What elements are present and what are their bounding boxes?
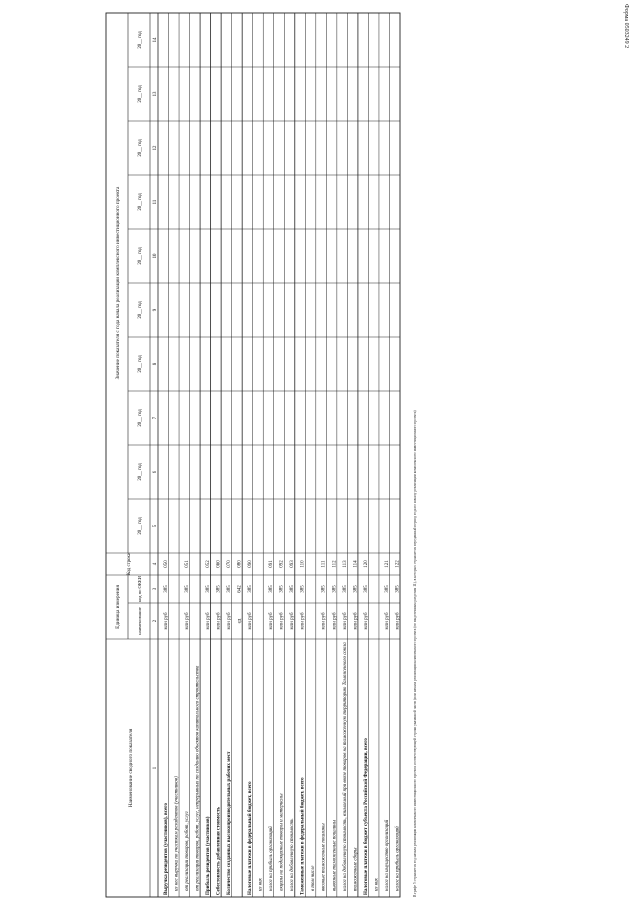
header-row-code: Код строки	[127, 552, 132, 576]
column-number: 5	[153, 524, 158, 528]
header-indicator-name: Наименование сводного показателя	[128, 728, 134, 808]
row-code: 050	[163, 560, 169, 568]
header-year-label: 20__ год	[138, 139, 143, 157]
form-code: Форма 0503249 2	[623, 4, 629, 49]
row-okei: 385	[300, 585, 306, 593]
column-number: 11	[153, 199, 158, 205]
column-number: 3	[153, 587, 158, 591]
row-label: Таможенные платежи в федеральный бюджет, всего	[300, 777, 306, 895]
row-code: 060	[216, 560, 222, 568]
row-code: 091	[269, 560, 275, 568]
column-number: 14	[153, 37, 158, 43]
row-okei: 385	[279, 585, 285, 593]
row-unit: млн руб	[248, 612, 254, 630]
row-code: 111	[321, 560, 327, 568]
header-year-label: 20__ год	[138, 85, 143, 103]
column-number: 2	[153, 619, 158, 623]
row-label: вывозные таможенные пошлины	[332, 819, 338, 891]
row-label: ввозные таможенные пошлины	[321, 823, 327, 891]
column-number: 10	[153, 253, 158, 259]
header-year-label: 20__ год	[138, 517, 143, 535]
row-unit: млн руб	[363, 612, 369, 630]
row-code: 113	[342, 560, 348, 568]
header-year-label: 20__ год	[138, 463, 143, 481]
row-code: 121	[384, 560, 390, 568]
row-okei: 385	[216, 585, 222, 593]
row-okei: 385	[248, 585, 254, 593]
header-year-label: 20__ год	[138, 355, 143, 373]
row-code: 120	[363, 560, 369, 568]
row-okei: 385	[395, 585, 401, 593]
column-number: 6	[153, 470, 158, 474]
row-okei: 385	[384, 585, 390, 593]
row-code: 051	[184, 560, 190, 568]
row-unit: млн руб	[290, 612, 296, 630]
row-code: 114	[353, 560, 359, 568]
row-unit: ед	[237, 618, 243, 624]
row-code: 092	[279, 560, 285, 568]
row-okei: 385	[227, 585, 233, 593]
row-code: 122	[395, 560, 401, 568]
row-unit: млн руб	[227, 612, 233, 630]
row-okei: 385	[163, 585, 169, 593]
header-year-label: 20__ год	[138, 193, 143, 211]
row-label: Налоговые платежи в бюджет субъекта Российской Федерации, всего	[363, 738, 369, 895]
row-okei: 385	[321, 585, 327, 593]
column-number: 8	[153, 362, 158, 366]
row-label: от реализации товаров, работ, услуг	[184, 811, 190, 891]
header-values-group: Значение показателя с года начала реализации комплексного инвестиционного проекта	[115, 186, 121, 380]
footnote: В графе 5 отражается год начала реализации комплексного инвестиционного проекта соответствующей строки указанной части (или начала реализации комплексного проекта (по выделенным разделам 11), в которых отражается переданный период года по началу реализации комплексного инвестиционного проекта)	[413, 410, 417, 897]
row-unit: млн руб	[353, 612, 359, 630]
row-code: 110	[300, 560, 306, 568]
row-label: налог на прибыль организаций	[269, 826, 275, 891]
row-okei: 642	[237, 585, 243, 593]
row-unit: млн руб	[279, 612, 285, 630]
row-label: из них	[374, 878, 380, 891]
row-code: 070	[227, 560, 233, 568]
row-unit: млн руб	[184, 612, 190, 630]
row-label: от реализации товаров, работ, услуг, непрерывных по созданию объектов капитального строительства	[195, 665, 201, 891]
column-number: 7	[153, 416, 158, 420]
row-unit: млн руб	[332, 612, 338, 630]
row-okei: 385	[332, 585, 338, 593]
row-unit: млн руб	[395, 612, 401, 630]
row-label: налог на прибыль организаций	[395, 826, 401, 891]
row-label: налог на имущество организаций	[384, 819, 390, 891]
row-okei: 385	[363, 585, 369, 593]
row-code: 093	[290, 560, 296, 568]
row-unit: млн руб	[163, 612, 169, 630]
row-unit: млн руб	[384, 612, 390, 630]
column-number: 13	[153, 91, 158, 97]
header-unit-okei: код по ОКЕИ	[137, 575, 142, 603]
row-okei: 385	[342, 585, 348, 593]
row-label: Себестоимость добавленная стоимость	[216, 806, 222, 895]
header-year-label: 20__ год	[138, 301, 143, 319]
column-number: 9	[153, 308, 158, 312]
column-number: 4	[153, 562, 158, 566]
header-year-label: 20__ год	[138, 31, 143, 49]
row-okei: 385	[353, 585, 359, 593]
row-code: 090	[248, 560, 254, 568]
row-label: Количество созданных высокопроизводительных рабочих мест	[227, 751, 233, 895]
row-okei: 385	[290, 585, 296, 593]
row-label: в том числе	[311, 865, 317, 891]
row-label: акцизы на подакцизные товары и материалы	[279, 793, 285, 891]
row-code: 112	[332, 560, 338, 568]
row-okei: 385	[206, 585, 212, 593]
row-label: из них	[258, 878, 264, 891]
row-label: таможенные сборы	[353, 847, 359, 891]
header-units-group: Единица измерения	[115, 585, 121, 629]
row-unit: млн руб	[216, 612, 222, 630]
row-unit: млн руб	[321, 612, 327, 630]
row-label: из нее выручка по участкам резидентов (участников)	[174, 776, 180, 891]
column-number: 1	[153, 766, 158, 770]
row-unit: млн руб	[342, 612, 348, 630]
row-label: Выручка резидентов (участников), всего	[163, 803, 169, 895]
row-label: Прибыль резидентов (участников)	[206, 816, 212, 895]
row-label: Налоговые платежи в федеральный бюджет, всего	[248, 781, 254, 895]
row-okei: 385	[269, 585, 275, 593]
row-unit: млн руб	[206, 612, 212, 630]
row-code: 080	[237, 560, 243, 568]
column-number: 12	[153, 145, 158, 151]
row-label: налог на добавленную стоимость, взимаемый при ввозе товаров на таможенную территорию Таможенного союза	[342, 642, 348, 891]
row-okei: 385	[184, 585, 190, 593]
row-unit: млн руб	[300, 612, 306, 630]
header-unit-name: наименование	[137, 607, 142, 635]
row-unit: млн руб	[269, 612, 275, 630]
row-code: 052	[206, 560, 212, 568]
header-year-label: 20__ год	[138, 409, 143, 427]
header-year-label: 20__ год	[138, 247, 143, 265]
row-label: налог на добавленную стоимость	[290, 818, 296, 891]
